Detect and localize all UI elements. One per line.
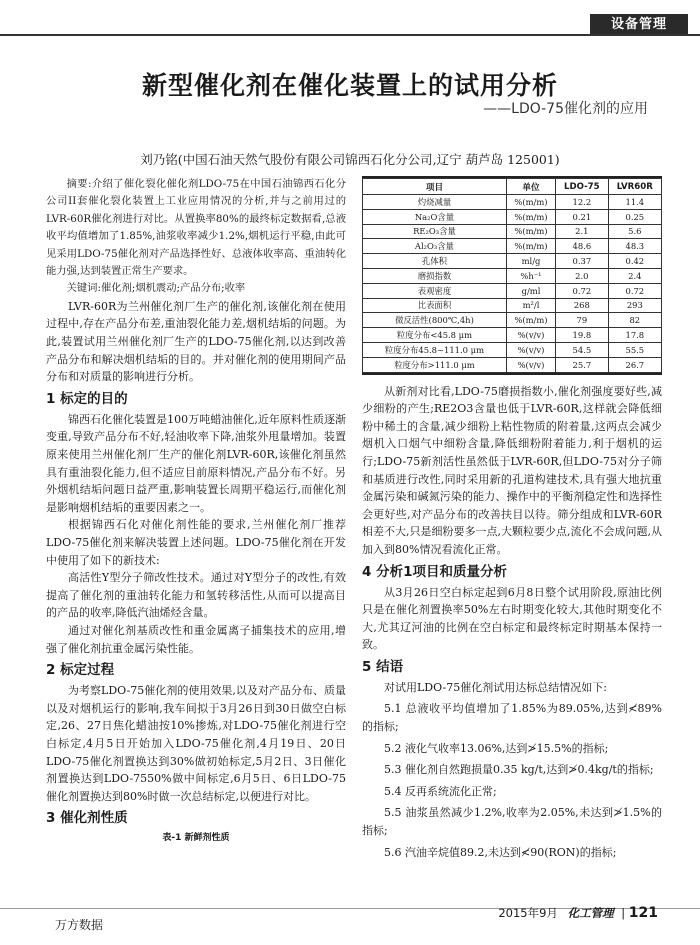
table-cell: g/ml <box>506 283 555 298</box>
table-cell: 12.2 <box>556 195 609 210</box>
table-cell: 0.72 <box>608 283 661 298</box>
table-cell: %(m/m) <box>506 224 555 239</box>
section-2-paragraph: 为考察LDO-75催化剂的使用效果,以及对产品分布、质量以及对烟机运行的影响,我车间拟于3月26日到30日做空白标定,26、27日焦化蜡油按10%掺炼,对LDO-75催化剂进行空白标定,4月5日开始加入LDO-75催化剂,4月19日、20日LDO-75催化剂置换达到30%做初始标定,5月2日、3日催化剂置换达到LDO-7550%做中间标定,6月5日、6日LDO-75催化剂置换达到80%时做一次总结标定,以便进行对比。 <box>46 684 346 803</box>
table-row <box>363 313 662 328</box>
table-cell: 磨损指数 <box>363 268 507 283</box>
header-unit: 单位 <box>506 179 555 195</box>
table-row <box>363 283 662 298</box>
header-item: 项目 <box>363 179 507 195</box>
table-cell: 微反活性(800℃,4h) <box>363 313 507 328</box>
table-cell: 0.72 <box>556 283 609 298</box>
intro-paragraph: LVR-60R为兰州催化剂厂生产的催化剂,该催化剂在使用过程中,存在产品分布差,重油裂化能力差,烟机结垢的问题。为此,装置试用兰州催化剂厂生产的LDO-75催化剂,以达到改善产品分布和解决烟机结垢的目的。并对催化剂的使用期间产品分布和对质量的影响进行分析。 <box>46 299 346 384</box>
table-cell: 48.3 <box>608 239 661 254</box>
header-rule <box>0 34 700 36</box>
section-tag: 设备管理 <box>590 14 688 36</box>
table-row <box>363 209 662 224</box>
table-header-row <box>363 179 662 195</box>
section-1-paragraph-1: 锦西石化催化装置是100万吨蜡油催化,近年原料性质逐渐变重,导致产品分布不好,轻油收率下降,油浆外甩量增加。装置原来使用兰州催化剂厂生产的催化剂LVR-60R,该催化剂虽然具有重油裂化能力,但不适应目前原料情况,产品分布不好。另外烟机结垢问题日益严重,影响装置长周期平稳运行,而催化剂是影响烟机结垢的重要因素之一。 <box>46 412 346 514</box>
properties-table <box>362 176 662 375</box>
table-cell: m²/l <box>506 298 555 313</box>
table-cell: 0.21 <box>556 209 609 224</box>
section-2-heading: 2 标定过程 <box>46 662 115 679</box>
table-row <box>363 254 662 269</box>
table-cell: 82 <box>608 313 661 328</box>
table-row <box>363 328 662 343</box>
section-5-heading: 5 结语 <box>362 658 404 675</box>
right-column <box>362 176 662 861</box>
section-4-heading: 4 分析1项目和质量分析 <box>362 563 507 580</box>
table-cell: 2.1 <box>556 224 609 239</box>
table-cell: 79 <box>556 313 609 328</box>
table-cell: %(v/v) <box>506 328 555 343</box>
section-1-heading: 1 标定的目的 <box>46 390 128 407</box>
section-1-paragraph-2: 根据锦西石化对催化剂性能的要求,兰州催化剂厂推荐LDO-75催化剂来解决装置上述问题。LDO-75催化剂在开发中使用了如下的新技术: <box>46 518 346 567</box>
table-cell: 54.5 <box>556 342 609 357</box>
table-row <box>363 342 662 357</box>
table-row <box>363 239 662 254</box>
abstract: 摘要:介绍了催化裂化催化剂LDO-75在中国石油锦西石化分公司II套催化裂化装置上工业应用情况的分析,并与之前用过的LVR-60R催化剂进行对比。从置换率80%的最终标定数据看,总液收平均值增加了1.85%,油浆收率减少1.2%,烟机运行平稳,由此可见采用LDO-75催化剂对产品选择性好、总液体收率高、重油转化能力强,达到装置正常生产要求。 <box>46 178 346 278</box>
table-cell: 5.6 <box>608 224 661 239</box>
footer-journal: 化工管理 <box>567 906 614 920</box>
table-cell: %(m/m) <box>506 313 555 328</box>
table-caption: 表-1 新鲜剂性质 <box>162 833 230 844</box>
section-1-paragraph-4: 通过对催化剂基质改性和重金属离子捕集技术的应用,增强了催化剂抗重金属污染性能。 <box>46 623 346 655</box>
table-cell: RE₂O₃含量 <box>363 224 507 239</box>
conclusion-item: 5.4 反再系统流化正常; <box>384 784 497 798</box>
table-cell: 11.4 <box>608 195 661 210</box>
table-cell: Al₂O₃含量 <box>363 239 507 254</box>
table-cell: %(m/m) <box>506 239 555 254</box>
section-5-intro: 对试用LDO-75催化剂试用达标总结情况如下: <box>384 680 607 694</box>
header-ldo75: LDO-75 <box>556 179 609 195</box>
section-1-paragraph-3: 高活性Y型分子筛改性技术。通过对Y型分子的改性,有效提高了催化剂的重油转化能力和氢转移活性,从而可以提高目的产品的收率,降低汽油烯烃含量。 <box>46 571 346 620</box>
table-cell: 比表面积 <box>363 298 507 313</box>
conclusion-list <box>362 700 662 861</box>
table-row <box>363 268 662 283</box>
footer-source: 万方数据 <box>55 918 104 932</box>
author-line: 刘乃铭(中国石油天然气股份有限公司锦西石化分公司,辽宁 葫芦岛 125001) <box>140 152 560 167</box>
table-cell: 0.37 <box>556 254 609 269</box>
table-cell: 灼烧减量 <box>363 195 507 210</box>
conclusion-item: 5.3 催化剂自然跑损量0.35 kg/t,达到≯0.4kg/t的指标; <box>384 763 654 777</box>
table-cell: 2.0 <box>556 268 609 283</box>
table-cell: 293 <box>608 298 661 313</box>
table-cell: 268 <box>556 298 609 313</box>
table-cell: %(m/m) <box>506 209 555 224</box>
article-title: 新型催化剂在催化装置上的试用分析 <box>141 71 558 100</box>
table-row <box>363 195 662 210</box>
table-cell: %(v/v) <box>506 342 555 357</box>
page-number: 121 <box>628 905 658 921</box>
section-3-heading: 3 催化剂性质 <box>46 810 128 827</box>
table-cell: 孔体积 <box>363 254 507 269</box>
table-cell: 19.8 <box>556 328 609 343</box>
table-cell: 表观密度 <box>363 283 507 298</box>
left-column <box>46 176 346 843</box>
table-cell: %(v/v) <box>506 357 555 372</box>
table-cell: 粒度分布45.8~111.0 μm <box>363 342 507 357</box>
conclusion-item: 5.5 油浆虽然减少1.2%,收率为2.05%,未达到≯1.5%的指标; <box>362 806 662 838</box>
footer-date: 2015年9月 <box>498 906 558 920</box>
article-subtitle: ——LDO-75催化剂的应用 <box>483 101 648 117</box>
table-cell: Na₂O含量 <box>363 209 507 224</box>
table-cell: 2.4 <box>608 268 661 283</box>
table-cell: 0.42 <box>608 254 661 269</box>
table-row <box>363 298 662 313</box>
conclusion-item: 5.1 总液收平均值增加了1.85%为89.05%,达到≮89%的指标; <box>362 702 662 734</box>
table-cell: 55.5 <box>608 342 661 357</box>
section-4-paragraph: 从3月26日空白标定起到6月8日整个试用阶段,原油比例只是在催化剂置换率50%左右时期变化较大,其他时期变化不大,尤其辽河油的比例在空白标定和最终标定时期基本保持一致。 <box>362 585 662 652</box>
table-cell: 17.8 <box>608 328 661 343</box>
right-paragraph-1: 从新剂对比看,LDO-75磨损指数小,催化剂强度要好些,减少细粉的产生;RE2O3含量也低于LVR-60R,这样就会降低细粉中稀土的含量,减少细粉上粘性物质的附着量,这两点会减少烟机入口烟气中细粉含量,降低细粉附着能力,利于烟机的运行;LDO-75新剂活性虽然低于LVR-60R,但LDO-75对分子筛和基质进行改性,同时采用新的孔道构建技术,具有强大地抗重金属污染和碱氮污染的能力、操作中的平衡剂稳定性和选择性会更好些,对产品分布的改善扶目以待。筛分组成和LVR-60R相差不大,只是细粉要多一点,大颗粒要少点,流化不会成问题,从加入到80%情况看流化正常。 <box>362 384 662 556</box>
table-cell: 48.6 <box>556 239 609 254</box>
conclusion-item: 5.6 汽油辛烷值89.2,未达到≮90(RON)的指标; <box>384 845 617 859</box>
footer-info: 2015年9月 化工管理 | 121 <box>498 905 658 921</box>
table-cell: 0.25 <box>608 209 661 224</box>
table-cell: %(m/m) <box>506 195 555 210</box>
table-cell: 粒度分布<45.8 μm <box>363 328 507 343</box>
table-cell: ml/g <box>506 254 555 269</box>
table-row <box>363 224 662 239</box>
table-cell: 25.7 <box>556 357 609 372</box>
table-cell: 26.7 <box>608 357 661 372</box>
table-cell: 粒度分布>111.0 μm <box>363 357 507 372</box>
table-cell: %h⁻¹ <box>506 268 555 283</box>
header-lvr60r: LVR60R <box>608 179 661 195</box>
keywords: 关键词:催化剂;烟机震动;产品分布;收率 <box>66 282 246 295</box>
table-row <box>363 357 662 372</box>
conclusion-item: 5.2 液化气收率13.06%,达到≯15.5%的指标; <box>384 741 609 755</box>
